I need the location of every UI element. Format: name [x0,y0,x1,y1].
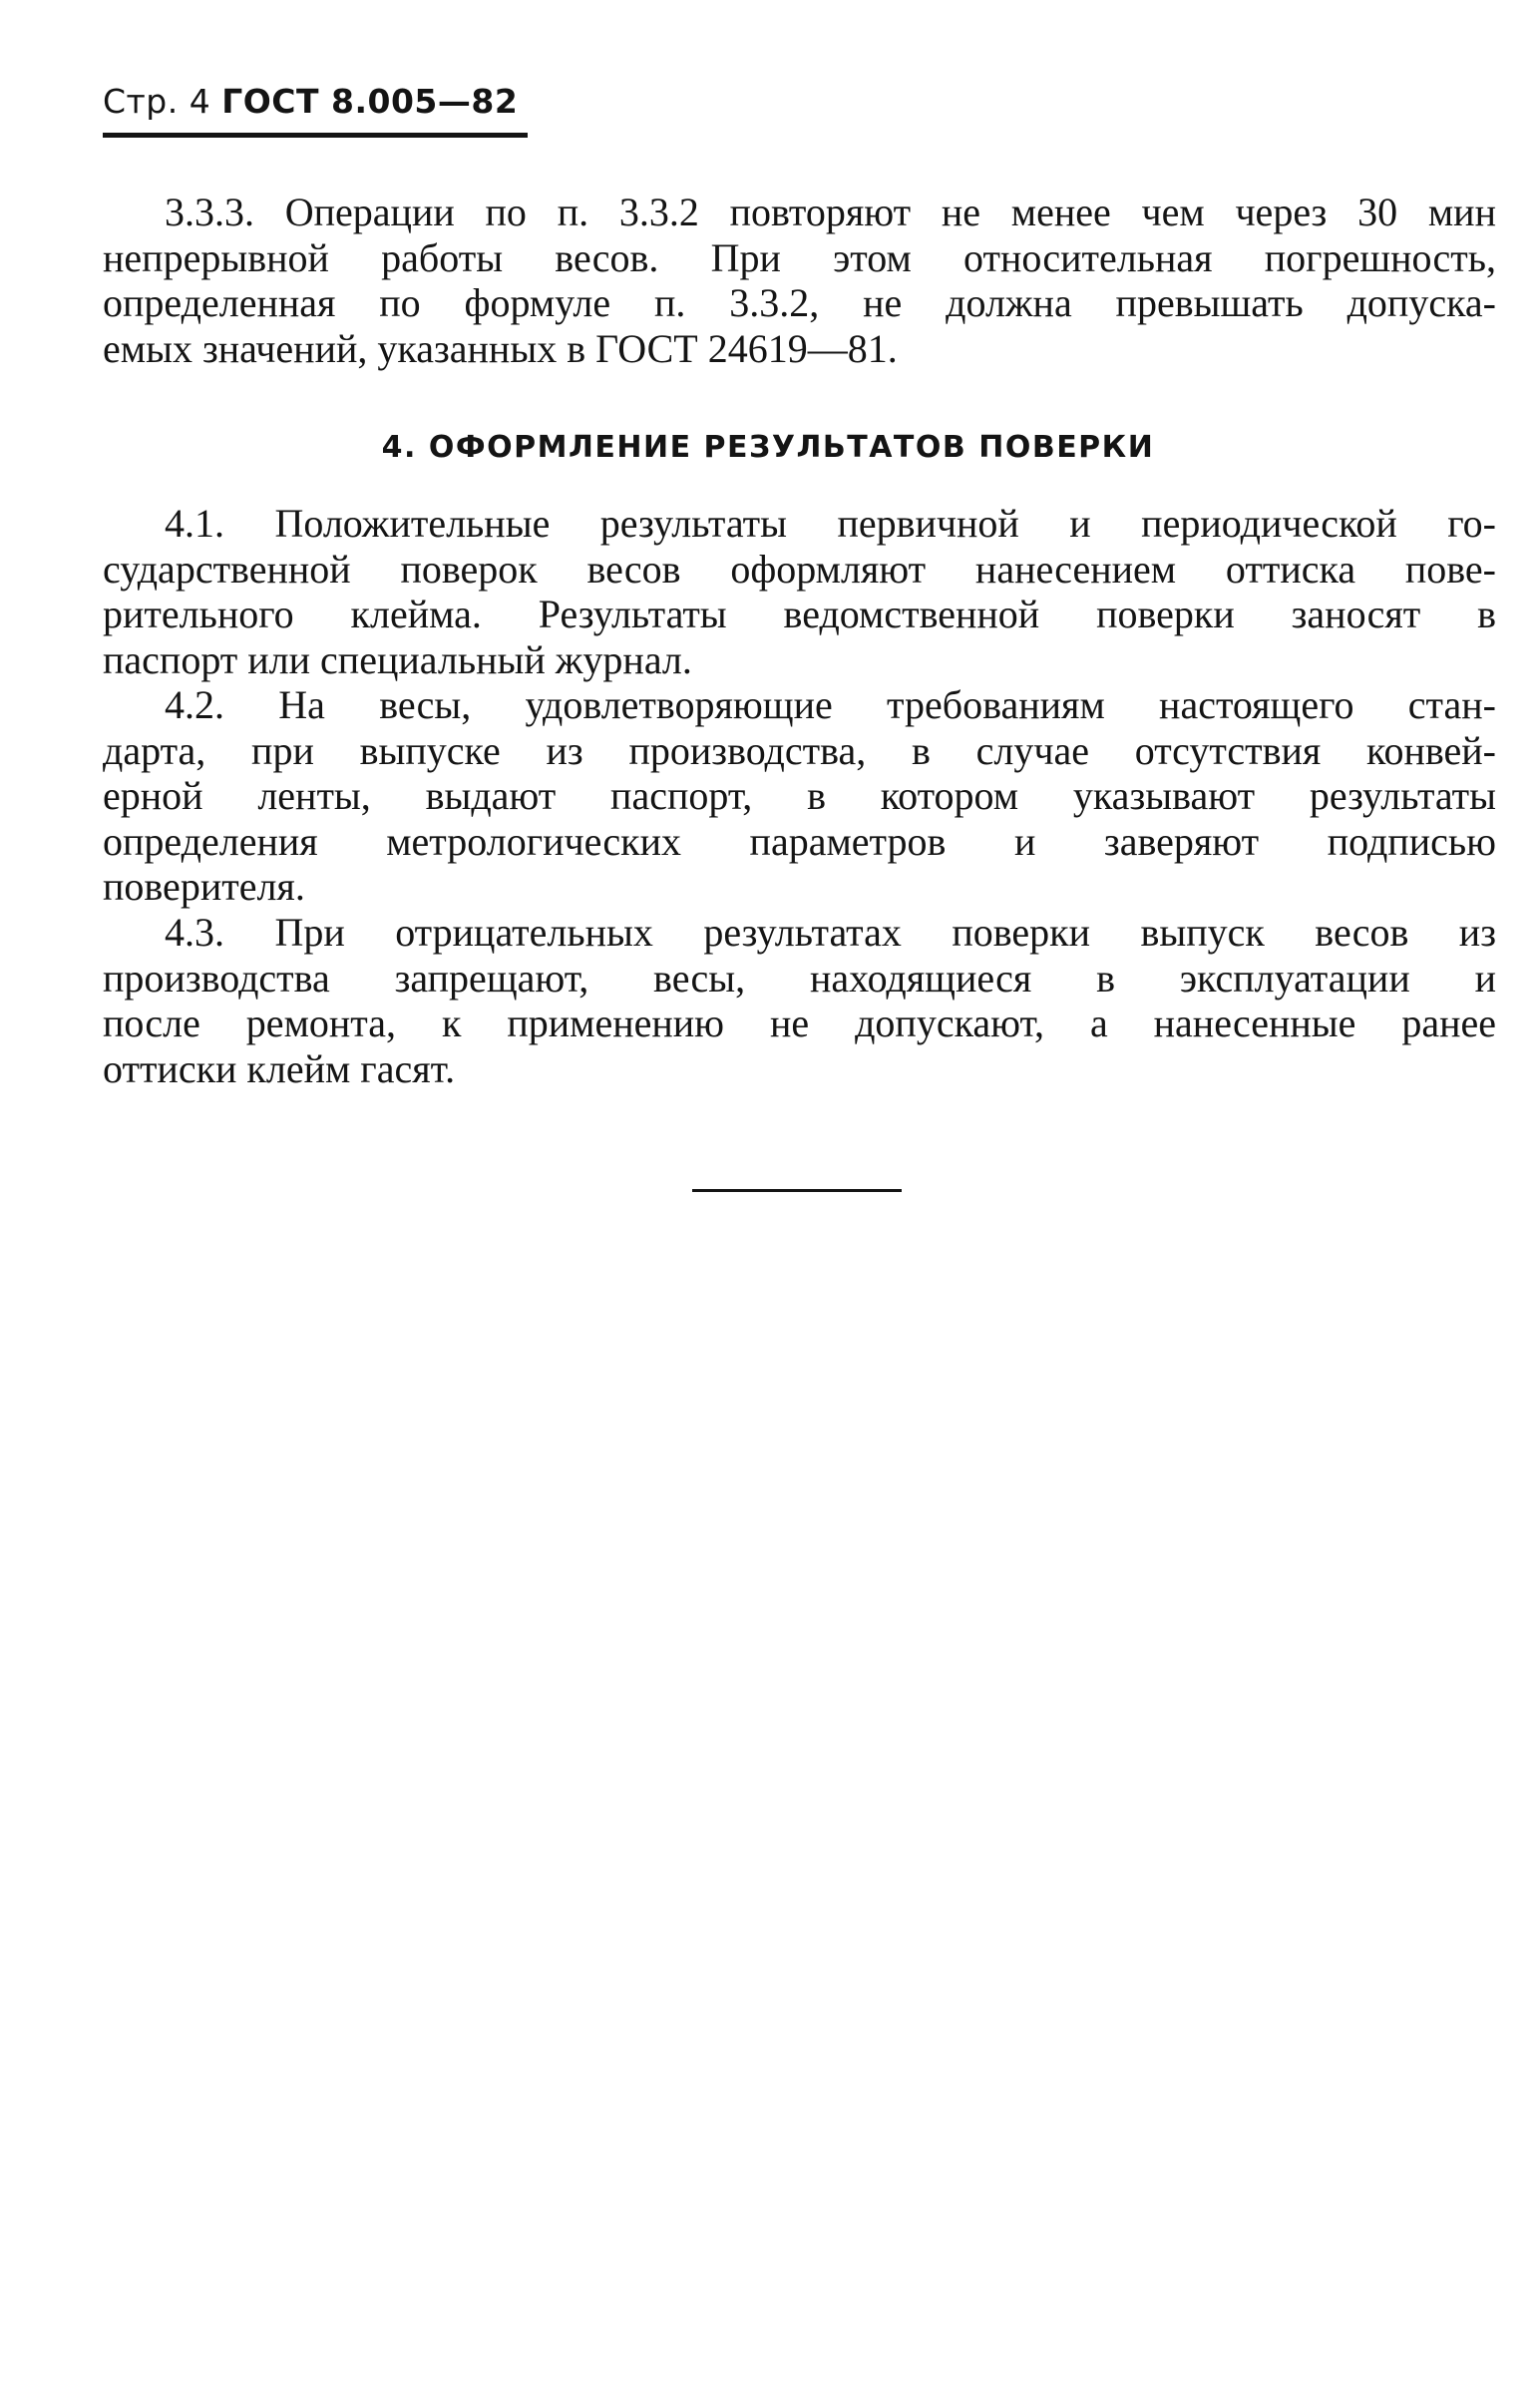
text-line: оттиски клейм гасят. [103,1045,456,1091]
text-line: 4.1. Положительные результаты первичной и периодической го- [165,501,1496,546]
text-line: ерной ленты, выдают паспорт, в котором указывают результаты [103,773,1496,818]
text-line: поверителя. [103,864,305,909]
text-line: сударственной поверок весов оформляют нанесением оттиска пове- [103,546,1496,592]
paragraph-4-1 [103,501,1496,682]
section-heading: 4. ОФОРМЛЕНИЕ РЕЗУЛЬТАТОВ ПОВЕРКИ [381,430,1155,465]
text-line: емых значений, указанных в ГОСТ 24619—81. [103,325,898,371]
page-header [103,82,518,121]
text-line: 4.3. При отрицательных результатах поверки выпуск весов из [165,910,1496,955]
text-line: после ремонта, к применению не допускают, а нанесенные ранее [103,1001,1496,1045]
text-line: паспорт или специальный журнал. [103,636,692,682]
standard-designation: ГОСТ 8.005—82 [221,82,519,121]
paragraph-3-3-3 [103,190,1496,371]
text-line: определенная по формуле п. 3.3.2, не должна превышать допуска- [103,280,1496,325]
text-line: определения метрологических параметров и заверяют подписью [103,818,1496,864]
text-line: рительного клейма. Результаты ведомственной поверки заносят в [103,592,1496,636]
text-line: дарта, при выпуске из производства, в случае отсутствия конвей- [103,727,1496,773]
paragraph-4-3 [103,910,1496,1091]
page-number-label: Стр. 4 [103,82,211,121]
text-line: 3.3.3. Операции по п. 3.3.2 повторяют не менее чем через 30 мин [165,190,1496,234]
end-rule [692,1189,902,1192]
paragraph-4-2 [103,682,1496,910]
text-line: непрерывной работы весов. При этом относительная погрешность, [103,234,1496,280]
header-rule [103,133,528,138]
text-line: производства запрещают, весы, находящиеся в эксплуатации и [103,955,1496,1001]
text-line: 4.2. На весы, удовлетворяющие требованиям настоящего стан- [165,682,1496,727]
